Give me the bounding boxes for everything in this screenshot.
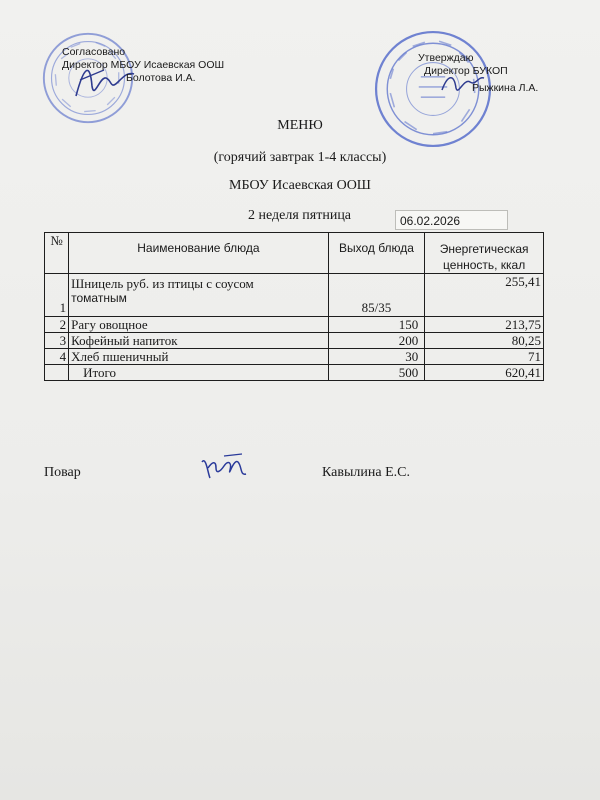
approval-left-person: Болотова И.А. (126, 72, 196, 84)
approval-left-position: Директор МБОУ Исаевская ООШ (62, 59, 225, 71)
total-label: Итого (69, 365, 329, 381)
row-number: 1 (45, 274, 69, 317)
header-output: Выход блюда (328, 233, 425, 274)
cook-name: Кавылина Е.С. (322, 465, 410, 480)
document-title: МЕНЮ (277, 118, 323, 133)
row-energy: 255,41 (425, 274, 544, 317)
header-energy (425, 233, 544, 274)
row-number: 3 (45, 333, 69, 349)
approval-right-position: Директор БУКОП (424, 65, 508, 77)
document-subtitle: (горячий завтрак 1-4 классы) (213, 150, 387, 165)
approval-right-person: Рыжкина Л.А. (472, 82, 539, 94)
week-day: 2 неделя пятница (248, 208, 352, 223)
total-number-cell (45, 365, 69, 381)
approval-block-right (412, 52, 538, 95)
menu-table (44, 232, 544, 381)
table-header-row (45, 233, 544, 274)
date-field: 06.02.2026 (395, 210, 508, 230)
approval-right-title: Утверждаю (418, 52, 474, 64)
total-energy: 620,41 (425, 365, 544, 381)
cook-label: Повар (44, 465, 81, 480)
dish-name-line1: Шницель руб. из птицы с соусом (71, 276, 254, 291)
row-energy: 213,75 (425, 317, 544, 333)
table-total-row (45, 365, 544, 381)
row-number: 2 (45, 317, 69, 333)
header-dish-name: Наименование блюда (69, 233, 329, 274)
row-output: 150 (328, 317, 425, 333)
table-row (45, 333, 544, 349)
school-name: МБОУ Исаевская ООШ (229, 178, 371, 193)
approval-left-title: Согласовано (62, 46, 126, 58)
header-energy-line1: Энергетическая (439, 242, 529, 256)
total-output: 500 (328, 365, 425, 381)
row-output: 85/35 (328, 274, 425, 317)
cook-signature (198, 448, 250, 484)
approval-block-left (62, 46, 224, 85)
row-output: 30 (328, 349, 425, 365)
row-energy: 80,25 (425, 333, 544, 349)
row-number: 4 (45, 349, 69, 365)
header-energy-line2: ценность, ккал (443, 258, 526, 272)
row-dish-name: Хлеб пшеничный (69, 349, 329, 365)
table-row (45, 317, 544, 333)
row-dish-name (69, 274, 329, 317)
table-row (45, 349, 544, 365)
header-number: № (45, 233, 69, 274)
row-energy: 71 (425, 349, 544, 365)
row-output: 200 (328, 333, 425, 349)
row-dish-name: Рагу овощное (69, 317, 329, 333)
table-row (45, 274, 544, 317)
row-dish-name: Кофейный напиток (69, 333, 329, 349)
dish-name-line2: томатным (71, 291, 127, 305)
